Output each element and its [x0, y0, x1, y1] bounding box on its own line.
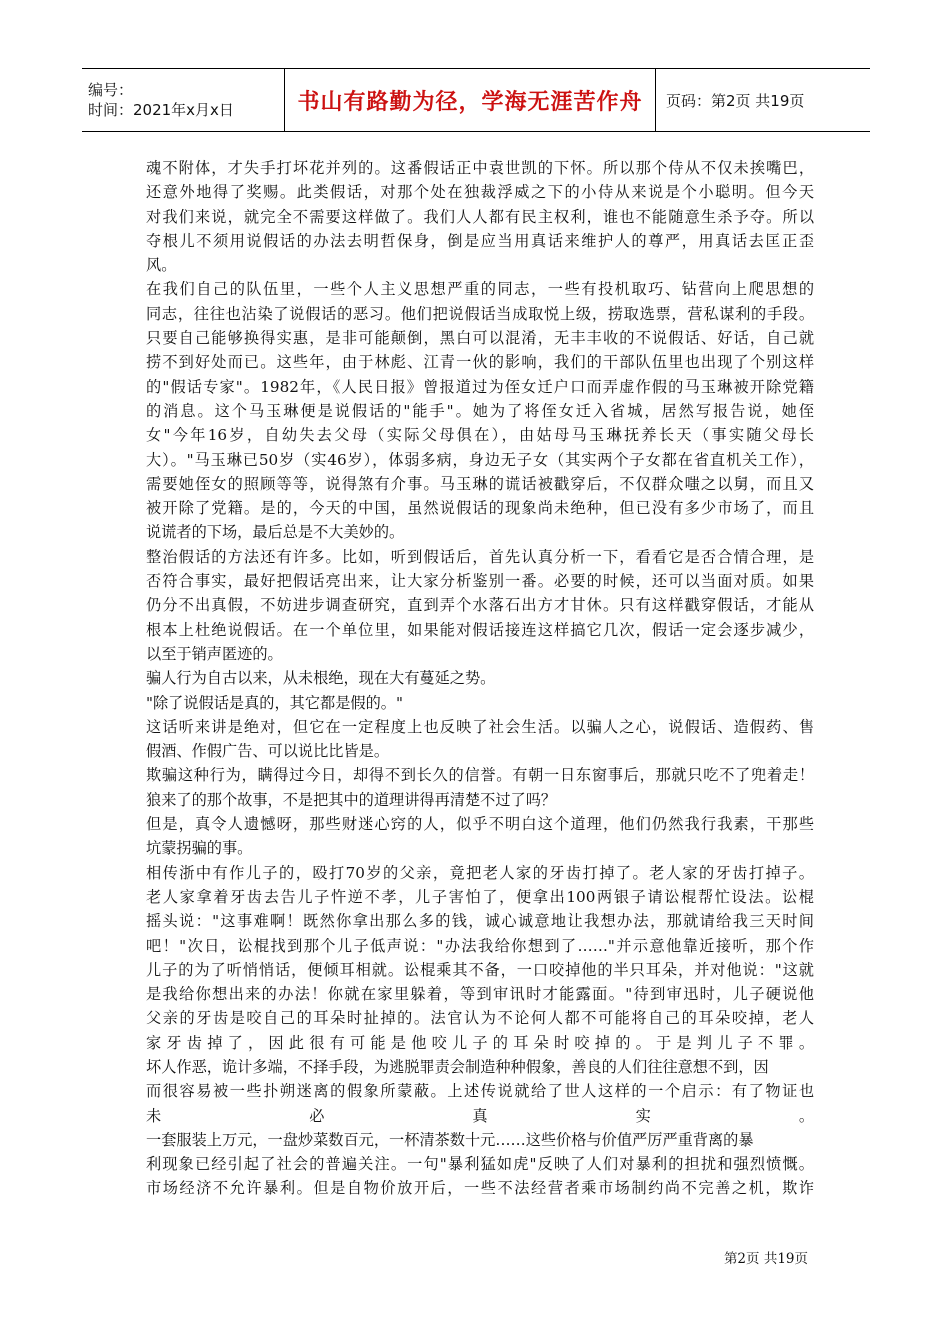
text-line: 而很容易被一些扑朔迷离的假象所蒙蔽。上述传说就给了世人这样的一个启示：有了物证也: [146, 1082, 814, 1101]
text-line: 女"今年16岁，自幼失去父母（实际父母俱在），由姑母马玉琳抚养长天（事实随父母长: [146, 426, 814, 445]
text-line: 还意外地得了奖赐。此类假话，对那个处在独裁浮威之下的小侍从来说是个小聪明。但今天: [146, 183, 814, 202]
text-line: 夺根儿不须用说假话的办法去明哲保身，倒是应当用真话来维护人的尊严，用真话去匡正歪: [146, 231, 814, 250]
body-text: [146, 156, 814, 1201]
text-line: 在我们自己的队伍里，一些个人主义思想严重的同志，一些有投机取巧、钻营向上爬思想的: [146, 280, 814, 299]
text-line: 相传浙中有作儿子的，殴打70岁的父亲，竟把老人家的牙齿打掉了。老人家的牙齿打掉子。: [146, 863, 814, 882]
text-line: 整治假话的方法还有许多。比如，听到假话后，首先认真分析一下，看看它是否合情合理，是: [146, 547, 814, 566]
text-line: 坏人作恶，诡计多端，不择手段，为逃脱罪责会制造种种假象，善良的人们往往意想不到，因: [146, 1057, 769, 1076]
text-line: 大）。"马玉琳已50岁（实46岁），体弱多病，身边无子女（其实两个子女都在省直机关工作），: [146, 450, 814, 469]
document-number-label: 编号：: [88, 81, 134, 99]
text-line: 摇头说："这事难啊！既然你拿出那么多的钱，诚心诚意地让我想办法，那就请给我三天时间: [146, 912, 814, 931]
text-line: 利现象已经引起了社会的普遍关注。一句"暴利猛如虎"反映了人们对暴利的担扰和强烈愤慨。: [146, 1155, 814, 1174]
page-header: [82, 68, 870, 132]
header-meta: [82, 69, 284, 131]
text-line: 吧！"次日，讼棍找到那个儿子低声说："办法我给你想到了……"并示意他靠近接听，那个作: [146, 936, 814, 955]
text-line: 仍分不出真假，不妨进步调查研究，直到弄个水落石出方才甘休。只有这样戳穿假话，才能从: [146, 596, 814, 615]
text-line: 否符合事实，最好把假话亮出来，让大家分析鉴别一番。必要的时候，还可以当面对质。如果: [146, 572, 814, 591]
text-line: 一套服装上万元，一盘炒菜数百元，一杯清茶数十元……这些价格与价值严厉严重背离的暴: [146, 1130, 754, 1149]
text-line: 同志，往往也沾染了说假话的恶习。他们把说假话当成取悦上级，捞取选票，营私谋利的手段。: [146, 304, 814, 323]
text-line: 的消息。这个马玉琳便是说假话的"能手"。她为了将侄女迁入省城，居然写报告说，她侄: [146, 401, 814, 420]
text-line: 但是，真令人遗憾呀，那些财迷心窍的人，似乎不明白这个道理，他们仍然我行我素，干那些: [146, 815, 814, 834]
text-line: 的"假话专家"。1982年，《人民日报》曾报道过为侄女迁户口而弄虚作假的马玉琳被开除党籍: [146, 377, 814, 396]
header-page-label: 页码：第2页 共19页: [666, 91, 805, 110]
text-line: 未必真实。: [146, 1106, 814, 1125]
text-line: 儿子的为了听悄悄话，便倾耳相就。讼棍乘其不备，一口咬掉他的半只耳朵，并对他说："这就: [146, 960, 814, 979]
text-line: 欺骗这种行为，瞒得过今日，却得不到长久的信誉。有朝一日东窗事后，那就只吃不了兜着走！: [146, 766, 814, 785]
text-line: 这话听来讲是绝对，但它在一定程度上也反映了社会生活。以骗人之心，说假话、造假药、售: [146, 717, 814, 736]
header-motto-cell: [284, 69, 656, 131]
text-line: 风。: [146, 256, 177, 275]
text-line: 魂不附体，才失手打坏花并列的。这番假话正中袁世凯的下怀。所以那个侍从不仅未挨嘴巴，: [146, 159, 814, 177]
text-line: 假酒、作假广告、可以说比比皆是。: [146, 742, 389, 761]
text-line: 需要她侄女的照顾等等，说得煞有介事。马玉琳的谎话被戳穿后，不仅群众嗤之以舅，而且又: [146, 474, 814, 493]
text-line: "除了说假话是真的，其它都是假的。": [146, 693, 403, 712]
text-line: 骗人行为自古以来，从未根绝，现在大有蔓延之势。: [146, 669, 496, 688]
text-line: 只要自己能够换得实惠，是非可能颠倒，黑白可以混淆，无丰丰收的不说假话、好话，自己就: [146, 329, 814, 348]
text-line: 父亲的牙齿是咬自己的耳朵时扯掉的。法官认为不论何人都不可能将自己的耳朵咬掉，老人: [146, 1009, 814, 1028]
document-date-label: 时间：2021年x月x日: [88, 101, 234, 119]
text-line: 捞不到好处而已。这些年，由于林彪、江青一伙的影响，我们的干部队伍里也出现了个别这样: [146, 353, 814, 372]
text-line: 根本上杜绝说假话。在一个单位里，如果能对假话接连这样搞它几次，假话一定会逐步减少，: [146, 620, 814, 639]
text-line: 以至于销声匿迹的。: [146, 644, 283, 663]
text-line: 坑蒙拐骗的事。: [146, 839, 253, 858]
text-line: 被开除了党籍。是的，今天的中国，虽然说假话的现象尚未绝种，但已没有多少市场了，而且: [146, 499, 814, 518]
text-line: 老人家拿着牙齿去告儿子忤逆不孝，儿子害怕了，便拿出100两银子请讼棍帮忙设法。讼棍: [146, 887, 814, 906]
text-line: 狼来了的那个故事，不是把其中的道理讲得再清楚不过了吗？: [146, 790, 557, 809]
footer-page-number: 第2页 共19页: [723, 1251, 808, 1267]
text-line: 家牙齿掉了，因此很有可能是他咬儿子的耳朵时咬掉的。于是判儿子不罪。: [146, 1033, 814, 1052]
text-line: 对我们来说，就完全不需要这样做了。我们人人都有民主权利，谁也不能随意生杀予夺。所以: [146, 207, 814, 226]
text-line: 是我给你想出来的办法！你就在家里躲着，等到审讯时才能露面。"待到审迅时，儿子硬说他: [146, 985, 814, 1004]
page-footer: [724, 1247, 808, 1267]
header-page-number: [656, 69, 870, 131]
header-motto: 书山有路勤为径，学海无涯苦作舟: [297, 89, 643, 115]
text-line: 说谎者的下场，最后总是不大美妙的。: [146, 523, 405, 542]
text-line: 市场经济不允许暴利。但是自物价放开后，一些不法经营者乘市场制约尚不完善之机，欺诈: [146, 1179, 814, 1198]
